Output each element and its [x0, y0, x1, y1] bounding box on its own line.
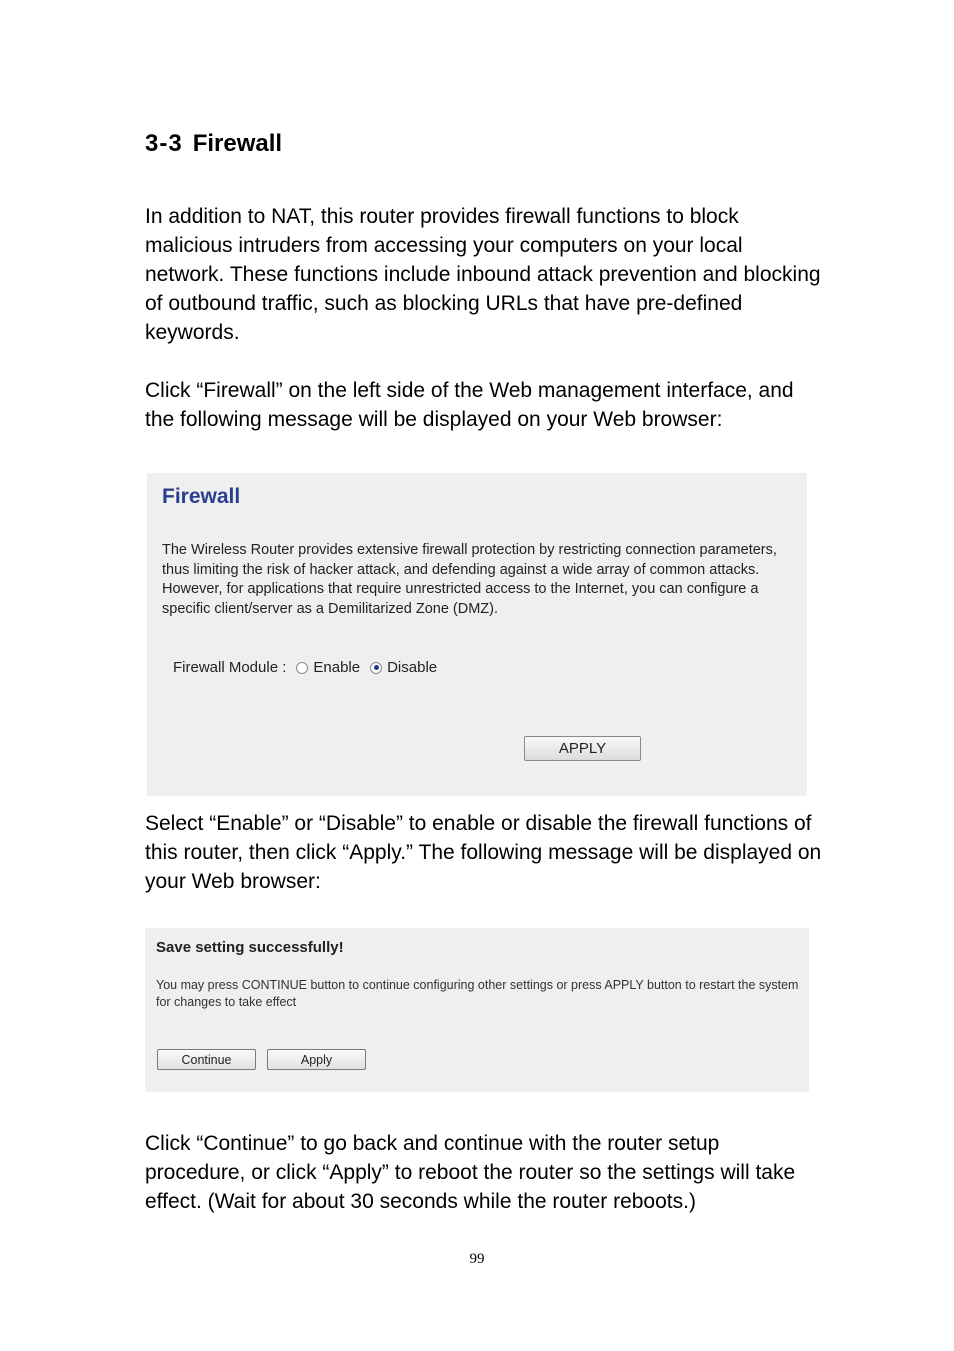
section-number: 3-3 — [145, 130, 183, 157]
apply-button[interactable]: Apply — [267, 1049, 366, 1070]
disable-option-label: Disable — [387, 659, 438, 676]
disable-radio[interactable] — [370, 662, 382, 674]
click-continue-paragraph: Click “Continue” to go back and continue with the router setup procedure, or click “Apply” to reboot the router so the settings will take effect. (Wait for about 30 seconds while the router reboots.) — [145, 1132, 796, 1213]
intro-paragraph: In addition to NAT, this router provides firewall functions to block malicious intruders from accessing your computers on your local network. These functions include inbound attack prevention and blocking of outbound traffic, such as blocking URLs that have pre-defined keywords. — [145, 205, 821, 344]
firewall-module-row — [173, 659, 447, 676]
save-success-message: You may press CONTINUE button to continue configuring other settings or press APPLY button to restart the system for changes to take effect — [156, 978, 799, 1009]
apply-button[interactable]: APPLY — [524, 736, 641, 761]
firewall-panel-title: Firewall — [162, 485, 241, 508]
click-firewall-paragraph: Click “Firewall” on the left side of the Web management interface, and the following message will be displayed on your Web browser: — [145, 379, 794, 431]
select-enable-paragraph: Select “Enable” or “Disable” to enable or disable the firewall functions of this router, then click “Apply.” The following message will be displayed on your Web browser: — [145, 812, 822, 893]
firewall-screenshot-panel — [147, 473, 807, 796]
firewall-module-label: Firewall Module : — [173, 659, 287, 676]
section-title: Firewall — [192, 130, 283, 157]
section-heading — [145, 130, 282, 158]
enable-radio[interactable] — [296, 662, 308, 674]
enable-option-label: Enable — [313, 659, 361, 676]
save-success-title: Save setting successfully! — [156, 939, 344, 956]
firewall-panel-description: The Wireless Router provides extensive firewall protection by restricting connection parameters, thus limiting the risk of hacker attack, and defending against a wide array of common attacks. However, for applications that require unrestricted access to the Internet, you can configure a specific client/server as a Demilitarized Zone (DMZ). — [162, 542, 777, 617]
save-success-screenshot-panel — [145, 928, 809, 1092]
page-number: 99 — [469, 1251, 485, 1267]
continue-button[interactable]: Continue — [157, 1049, 256, 1070]
